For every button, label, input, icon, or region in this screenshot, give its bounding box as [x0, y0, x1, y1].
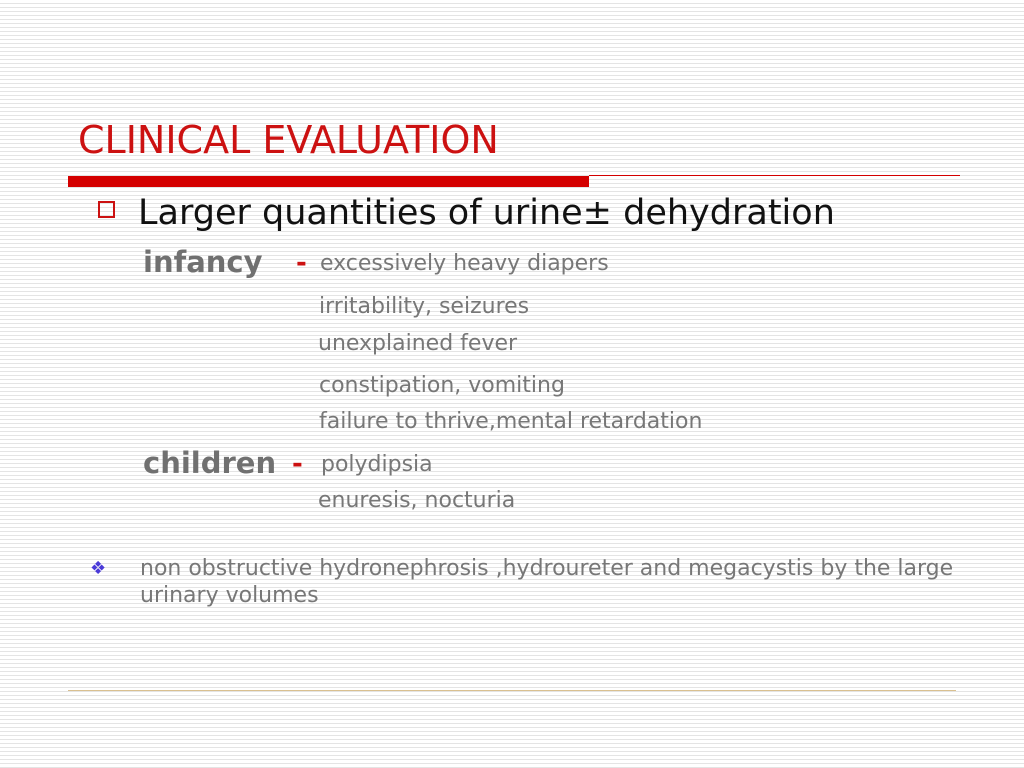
slide-title: CLINICAL EVALUATION — [78, 118, 499, 162]
infancy-item: constipation, vomiting — [319, 373, 565, 398]
diamond-bullet-icon: ❖ — [90, 558, 107, 579]
main-bullet-text: Larger quantities of urine± dehydration — [138, 193, 835, 233]
infancy-item: excessively heavy diapers — [320, 251, 609, 276]
note-text: non obstructive hydronephrosis ,hydroureter and megacystis by the large urinary volumes — [140, 556, 954, 608]
infancy-item: irritability, seizures — [319, 294, 530, 319]
children-item: enuresis, nocturia — [318, 488, 516, 513]
title-underline-thin — [589, 175, 960, 176]
infancy-item: unexplained fever — [318, 331, 518, 356]
footer-divider — [68, 690, 956, 691]
title-underline-thick — [68, 176, 589, 187]
children-label: children — [143, 446, 277, 480]
children-item: polydipsia — [321, 452, 433, 477]
infancy-item: failure to thrive,mental retardation — [319, 409, 703, 434]
infancy-dash: - — [296, 248, 307, 278]
square-bullet-icon — [98, 201, 115, 218]
children-dash: - — [292, 449, 303, 479]
infancy-label: infancy — [143, 245, 263, 279]
